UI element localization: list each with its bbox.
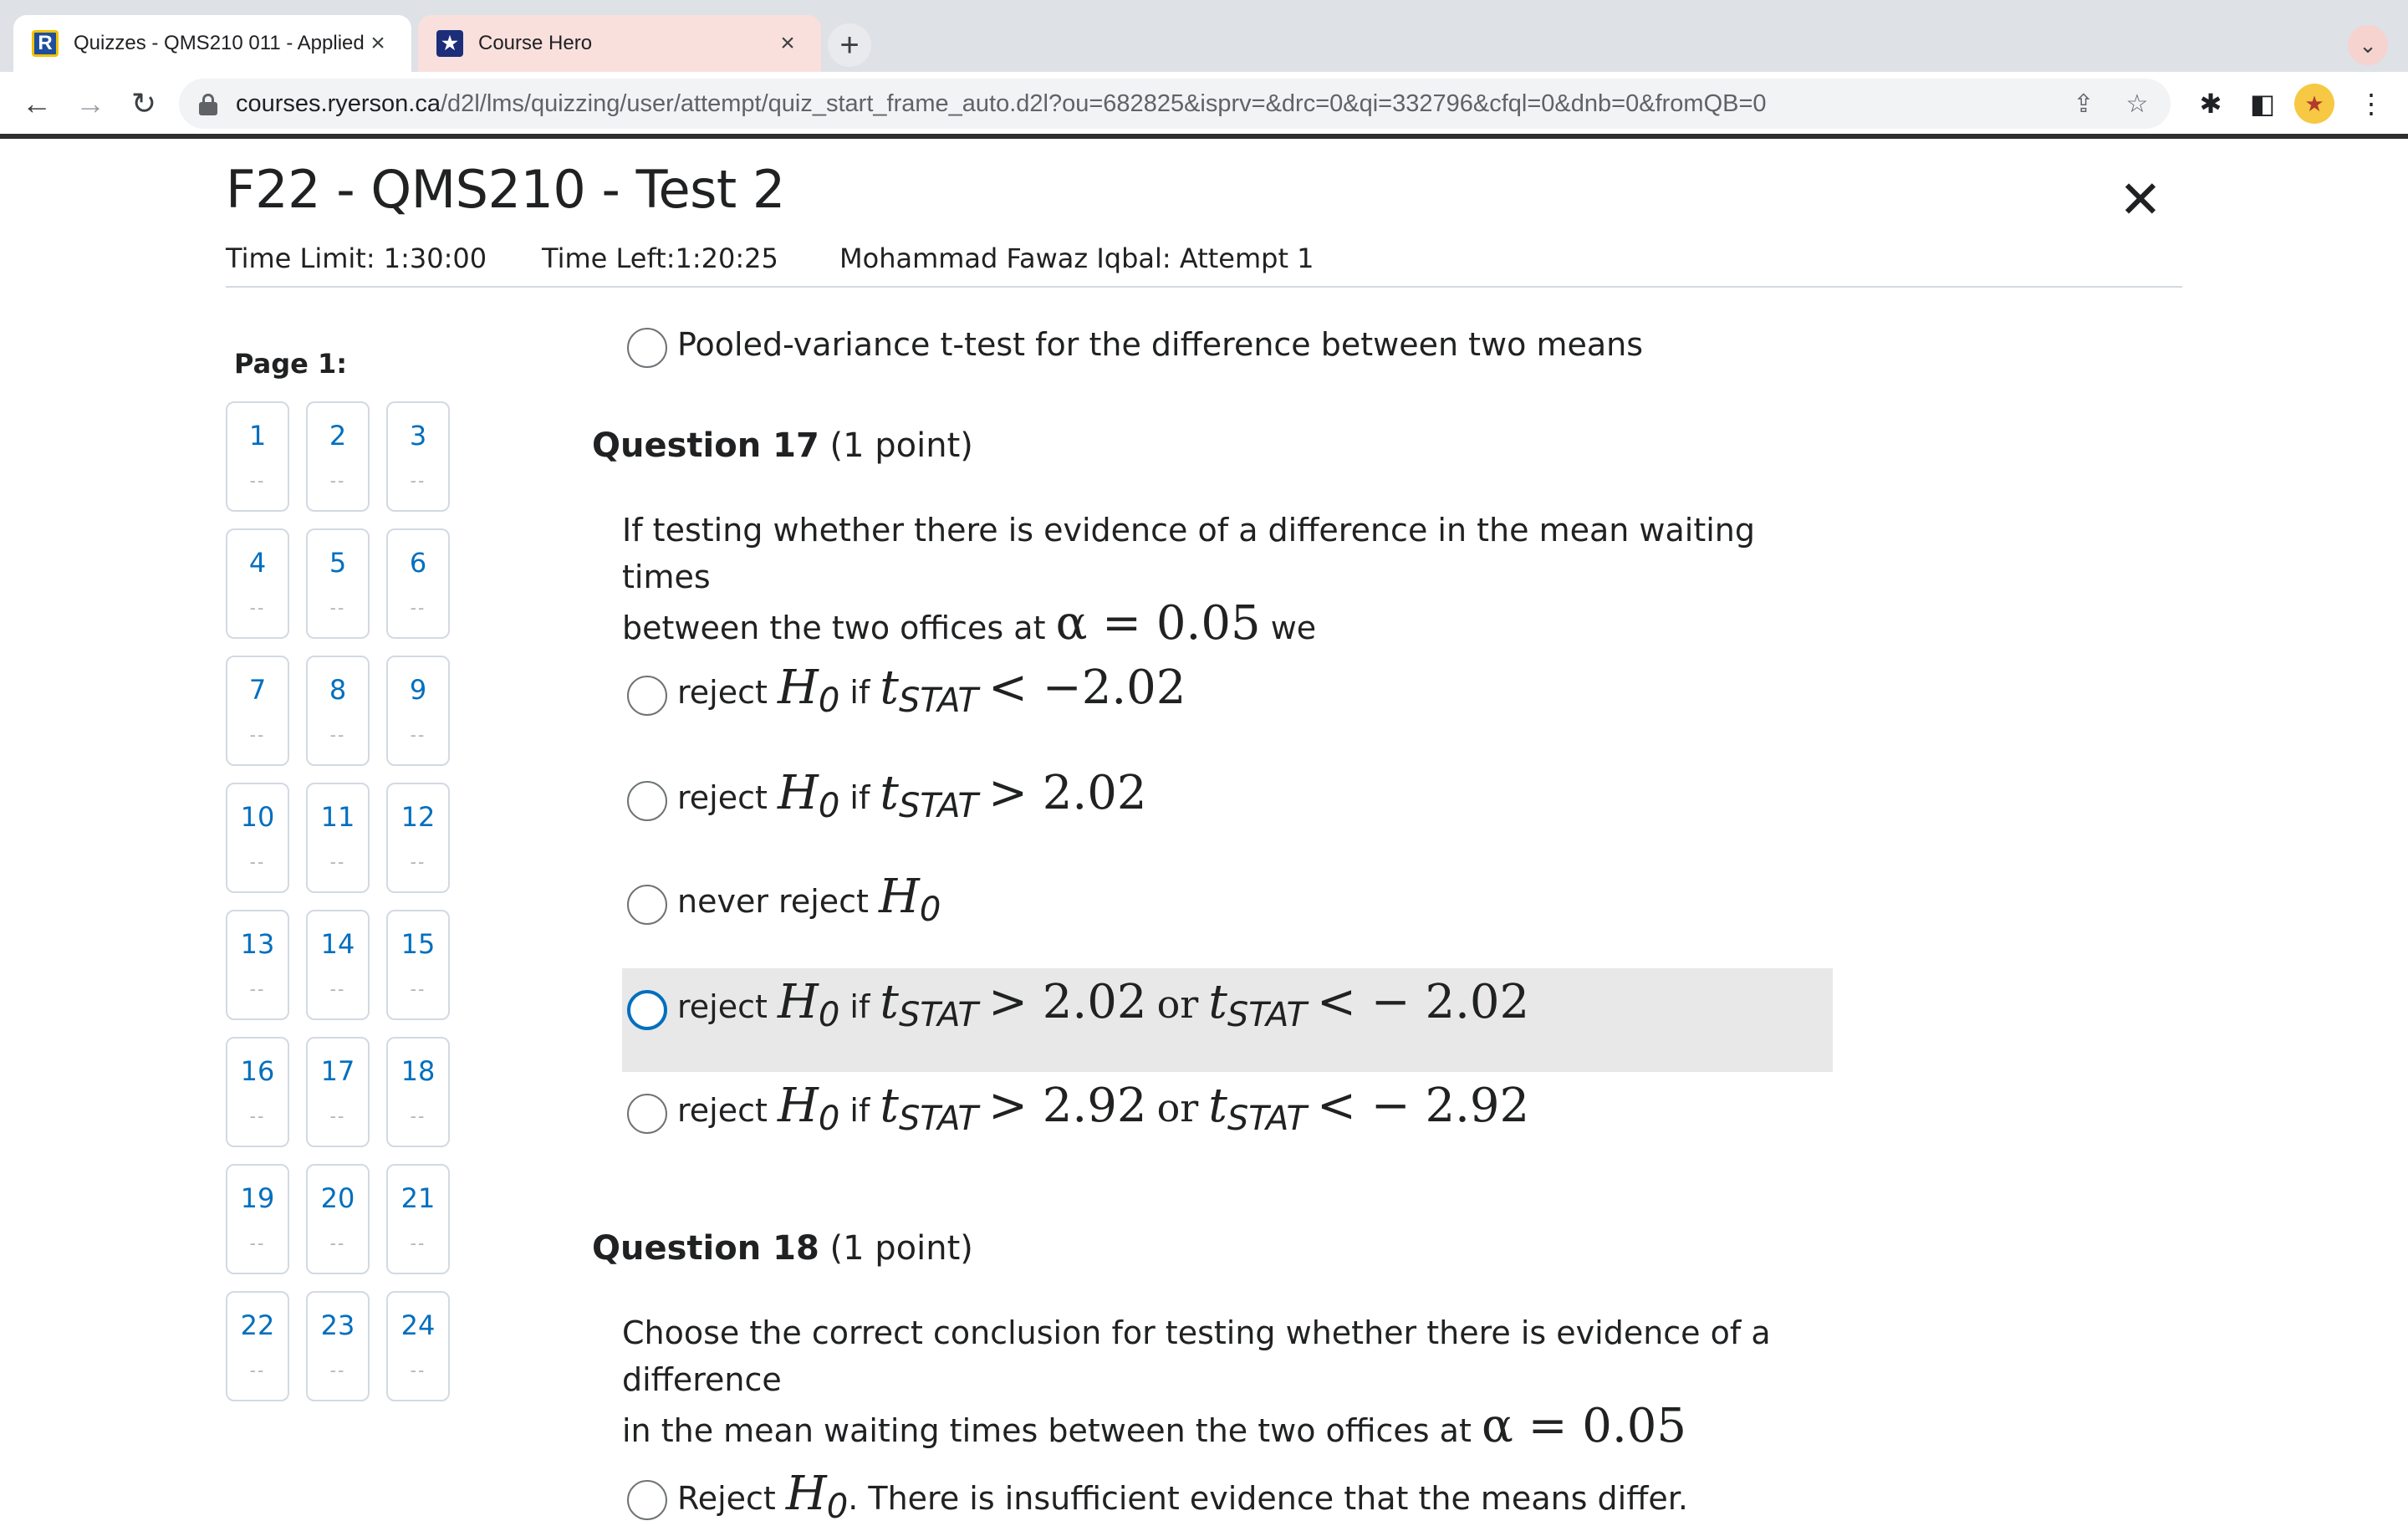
question-status: -- bbox=[410, 1233, 426, 1253]
question-nav-button[interactable] bbox=[306, 783, 370, 893]
course-hero-favicon-icon: ★ bbox=[436, 30, 463, 57]
question-status: -- bbox=[329, 978, 346, 999]
question-17-text: If testing whether there is evidence of a difference in the mean waiting times between the two offices at α = 0.05 we bbox=[622, 512, 1755, 651]
question-status: -- bbox=[249, 1105, 266, 1126]
question-nav-button[interactable] bbox=[306, 401, 370, 512]
option-label: never reject H0 bbox=[677, 870, 941, 929]
browser-tabstrip bbox=[0, 0, 2408, 72]
close-tab-icon[interactable]: × bbox=[370, 29, 385, 57]
question-status: -- bbox=[410, 724, 426, 745]
question-nav-button[interactable] bbox=[386, 783, 450, 893]
question-status: -- bbox=[329, 1360, 346, 1381]
option-label: Pooled-variance t-test for the difference between two means bbox=[677, 326, 1644, 363]
question-status: -- bbox=[410, 470, 426, 491]
radio-option[interactable] bbox=[627, 990, 667, 1030]
question-17-heading: Question 17 (1 point) bbox=[592, 426, 973, 465]
question-status: -- bbox=[410, 1360, 426, 1381]
question-number: 21 bbox=[400, 1182, 436, 1214]
question-number: 5 bbox=[329, 547, 347, 579]
quiz-title: F22 - QMS210 - Test 2 bbox=[226, 159, 785, 220]
question-number: 10 bbox=[240, 801, 275, 833]
forward-icon[interactable]: → bbox=[75, 86, 105, 120]
question-nav-button[interactable] bbox=[386, 401, 450, 512]
question-number: 1 bbox=[248, 420, 267, 452]
question-nav-button[interactable] bbox=[226, 1164, 289, 1274]
bookmark-star-icon[interactable]: ☆ bbox=[2125, 89, 2149, 118]
question-number: 20 bbox=[320, 1182, 355, 1214]
question-number: 19 bbox=[240, 1182, 275, 1214]
question-status: -- bbox=[249, 470, 266, 491]
question-nav-button[interactable] bbox=[386, 910, 450, 1020]
question-number: 18 bbox=[400, 1055, 436, 1087]
radio-option[interactable] bbox=[627, 1480, 667, 1520]
back-icon[interactable]: ← bbox=[22, 86, 52, 120]
question-nav-button[interactable] bbox=[226, 783, 289, 893]
option-label: Reject H0. There is insufficient evidence that the means differ. bbox=[677, 1467, 1689, 1526]
reload-icon[interactable]: ↻ bbox=[130, 86, 157, 120]
option-label: reject H0 if tSTAT < −2.02 bbox=[677, 661, 1186, 720]
question-nav-button[interactable] bbox=[226, 401, 289, 512]
question-nav-button[interactable] bbox=[386, 1037, 450, 1147]
tab-title: Course Hero bbox=[478, 32, 593, 54]
question-status: -- bbox=[329, 851, 346, 872]
question-number: 9 bbox=[409, 674, 427, 706]
question-nav-button[interactable] bbox=[386, 1291, 450, 1401]
time-left: Time Left:1:20:25 bbox=[542, 242, 778, 274]
question-number: 3 bbox=[409, 420, 427, 452]
time-limit: Time Limit: 1:30:00 bbox=[226, 242, 487, 274]
question-number: 15 bbox=[400, 928, 436, 960]
question-status: -- bbox=[249, 597, 266, 618]
question-number: 8 bbox=[329, 674, 347, 706]
attempt-label: Mohammad Fawaz Iqbal: Attempt 1 bbox=[839, 242, 1314, 274]
radio-option[interactable] bbox=[627, 885, 667, 925]
question-number: 12 bbox=[400, 801, 436, 833]
option-label: reject H0 if tSTAT > 2.92 or tSTAT < − 2.92 bbox=[677, 1079, 1530, 1138]
question-nav-button[interactable] bbox=[306, 1037, 370, 1147]
question-number: 2 bbox=[329, 420, 347, 452]
url-text[interactable]: courses.ryerson.ca/d2l/lms/quizzing/user/attempt/quiz_start_frame_auto.d2l?ou=682825&isprv=&drc=0&qi=332796&cfql=0&dnb=0&fromQB=0 bbox=[236, 90, 1767, 117]
address-bar[interactable] bbox=[179, 79, 2171, 129]
question-status: -- bbox=[249, 1233, 266, 1253]
option-label: reject H0 if tSTAT > 2.02 or tSTAT < − 2.02 bbox=[677, 975, 1530, 1034]
question-number: 6 bbox=[409, 547, 427, 579]
tab-search-icon[interactable]: ⌄ bbox=[2348, 25, 2388, 65]
question-nav-button[interactable] bbox=[226, 656, 289, 766]
question-nav-button[interactable] bbox=[306, 528, 370, 639]
question-status: -- bbox=[410, 1105, 426, 1126]
question-status: -- bbox=[329, 1105, 346, 1126]
page-label: Page 1: bbox=[234, 348, 347, 380]
question-status: -- bbox=[249, 724, 266, 745]
tab-quizzes[interactable] bbox=[13, 15, 411, 72]
question-status: -- bbox=[249, 851, 266, 872]
question-nav-button[interactable] bbox=[386, 656, 450, 766]
page-top-border bbox=[0, 134, 2408, 139]
ryerson-favicon-icon: R bbox=[32, 30, 59, 57]
browser-toolbar bbox=[0, 72, 2408, 135]
question-nav-button[interactable] bbox=[306, 1291, 370, 1401]
question-number: 13 bbox=[240, 928, 275, 960]
question-nav-button[interactable] bbox=[386, 528, 450, 639]
question-number: 7 bbox=[248, 674, 267, 706]
close-quiz-icon[interactable]: ✕ bbox=[2119, 168, 2162, 230]
question-status: -- bbox=[410, 851, 426, 872]
question-number: 23 bbox=[320, 1309, 355, 1341]
question-nav-button[interactable] bbox=[306, 656, 370, 766]
question-number: 16 bbox=[240, 1055, 275, 1087]
lock-icon bbox=[199, 94, 217, 114]
question-nav-button[interactable] bbox=[226, 910, 289, 1020]
side-panel-icon[interactable]: ◧ bbox=[2249, 89, 2276, 119]
question-number: 22 bbox=[240, 1309, 275, 1341]
question-status: -- bbox=[329, 724, 346, 745]
question-status: -- bbox=[410, 978, 426, 999]
question-number: 17 bbox=[320, 1055, 355, 1087]
quiz-content bbox=[585, 318, 1873, 1526]
tab-title: Quizzes - QMS210 011 - Applied bbox=[74, 32, 365, 54]
tab-course-hero[interactable] bbox=[418, 15, 821, 72]
question-navigator bbox=[217, 318, 460, 1381]
header-divider bbox=[226, 286, 2182, 288]
question-nav-button[interactable] bbox=[226, 1291, 289, 1401]
option-label: reject H0 if tSTAT > 2.02 bbox=[677, 766, 1147, 825]
question-nav-button[interactable] bbox=[306, 910, 370, 1020]
menu-kebab-icon[interactable]: ⋮ bbox=[2358, 89, 2385, 119]
question-number: 11 bbox=[320, 801, 355, 833]
question-status: -- bbox=[329, 1233, 346, 1253]
radio-option[interactable] bbox=[627, 328, 667, 368]
question-number: 14 bbox=[320, 928, 355, 960]
question-status: -- bbox=[410, 597, 426, 618]
question-status: -- bbox=[329, 470, 346, 491]
question-nav-button[interactable] bbox=[226, 528, 289, 639]
question-number: 4 bbox=[248, 547, 267, 579]
radio-option[interactable] bbox=[627, 676, 667, 716]
question-status: -- bbox=[249, 1360, 266, 1381]
extensions-puzzle-icon[interactable]: ✱ bbox=[2199, 89, 2222, 119]
question-18-text: Choose the correct conclusion for testing whether there is evidence of a difference in the mean waiting times between the two offices at α = 0.05 bbox=[622, 1314, 1771, 1453]
share-icon[interactable]: ⇪ bbox=[2073, 89, 2094, 118]
radio-option[interactable] bbox=[627, 781, 667, 821]
question-status: -- bbox=[329, 597, 346, 618]
new-tab-button[interactable]: + bbox=[828, 23, 871, 67]
profile-avatar-icon[interactable]: ★ bbox=[2294, 84, 2334, 124]
close-tab-icon[interactable]: × bbox=[780, 29, 795, 57]
question-number: 24 bbox=[400, 1309, 436, 1341]
radio-option[interactable] bbox=[627, 1094, 667, 1134]
question-nav-button[interactable] bbox=[226, 1037, 289, 1147]
question-status: -- bbox=[249, 978, 266, 999]
question-nav-button[interactable] bbox=[386, 1164, 450, 1274]
question-nav-button[interactable] bbox=[306, 1164, 370, 1274]
question-18-heading: Question 18 (1 point) bbox=[592, 1229, 973, 1268]
